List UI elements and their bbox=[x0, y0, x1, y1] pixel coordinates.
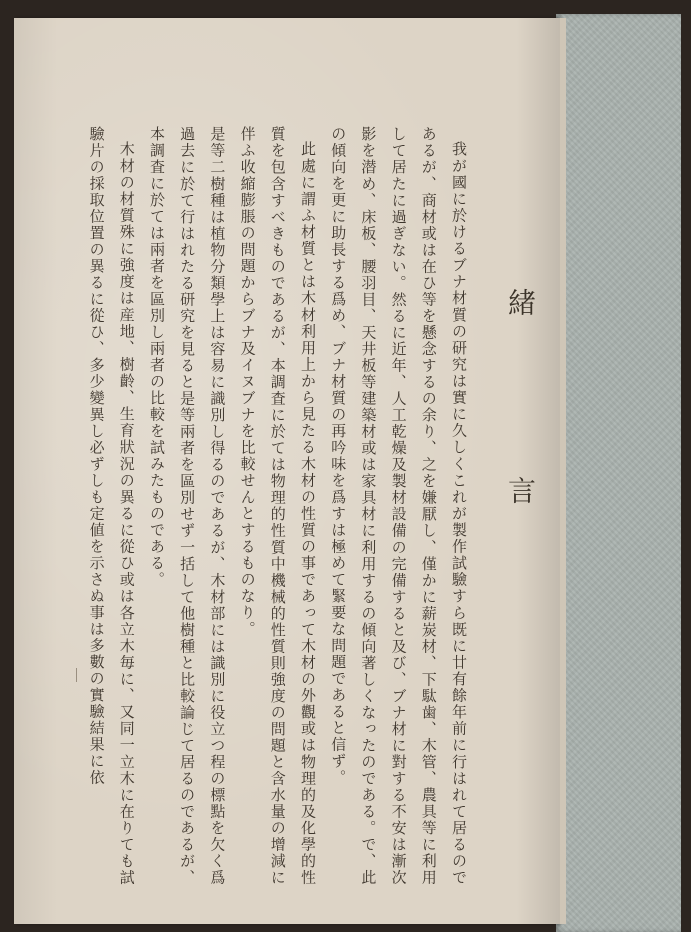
margin-mark bbox=[76, 668, 77, 682]
paragraph-4: 木材の材質殊に強度は産地、樹齡、生育狀況の異るに從ひ或は各立木毎に、又同一立木に在りても試驗片の採取位置の異るに從ひ、多少變異し必ずしも定値を示さぬ事は多數の實驗結果に依 bbox=[87, 126, 136, 887]
paragraph-2: 此處に謂ふ材質とは木材利用上から見たる木材の性質の事であって木材の外觀或は物理的及化學的性質を包含すべきものであるが、本調査に於ては物理的性質中機械的性質則強度の問題と含水量の增減に伴ふ收縮膨脹の問題からブナ及イヌブナを比較せんとするものなり。 bbox=[238, 126, 317, 886]
paragraph-1: 我が國に於けるブナ材質の研究は實に久しくこれが製作試驗すら既に廿有餘年前に行はれて居るのであるが、商材或は在ひ等を懸念するの余り、之を嫌厭し、僅かに薪炭材、下駄歯、木管、農具等に利用して居たに過ぎない。然るに近年、人工乾燥及製材設備の完備すると及び、ブナ材に對する不安は漸次影を潜め、床板、腰羽目、天井板等建築材或は家具材に利用するの傾向著しくなったのである。で、此の傾向を更に助長する爲め、ブナ材質の再吟味を爲すは極めて緊要な問題であると信ず。 bbox=[329, 126, 468, 887]
page-edge bbox=[560, 18, 566, 924]
book-cover bbox=[556, 14, 681, 932]
page-title: 緒 言 bbox=[504, 288, 537, 570]
paragraph-3: 是等二樹種は植物分類學上は容易に識別し得るのであるが、木材部には識別に役立つ程の標點を欠く爲過去に於て行はれたる研究を見ると是等兩者を區別せず一括して他樹種と比較論じて居るのであるが、本調査に於ては兩者を區別し兩者の比較を試みたものである。 bbox=[147, 126, 227, 886]
body-text bbox=[81, 126, 474, 886]
book-page bbox=[14, 18, 560, 924]
